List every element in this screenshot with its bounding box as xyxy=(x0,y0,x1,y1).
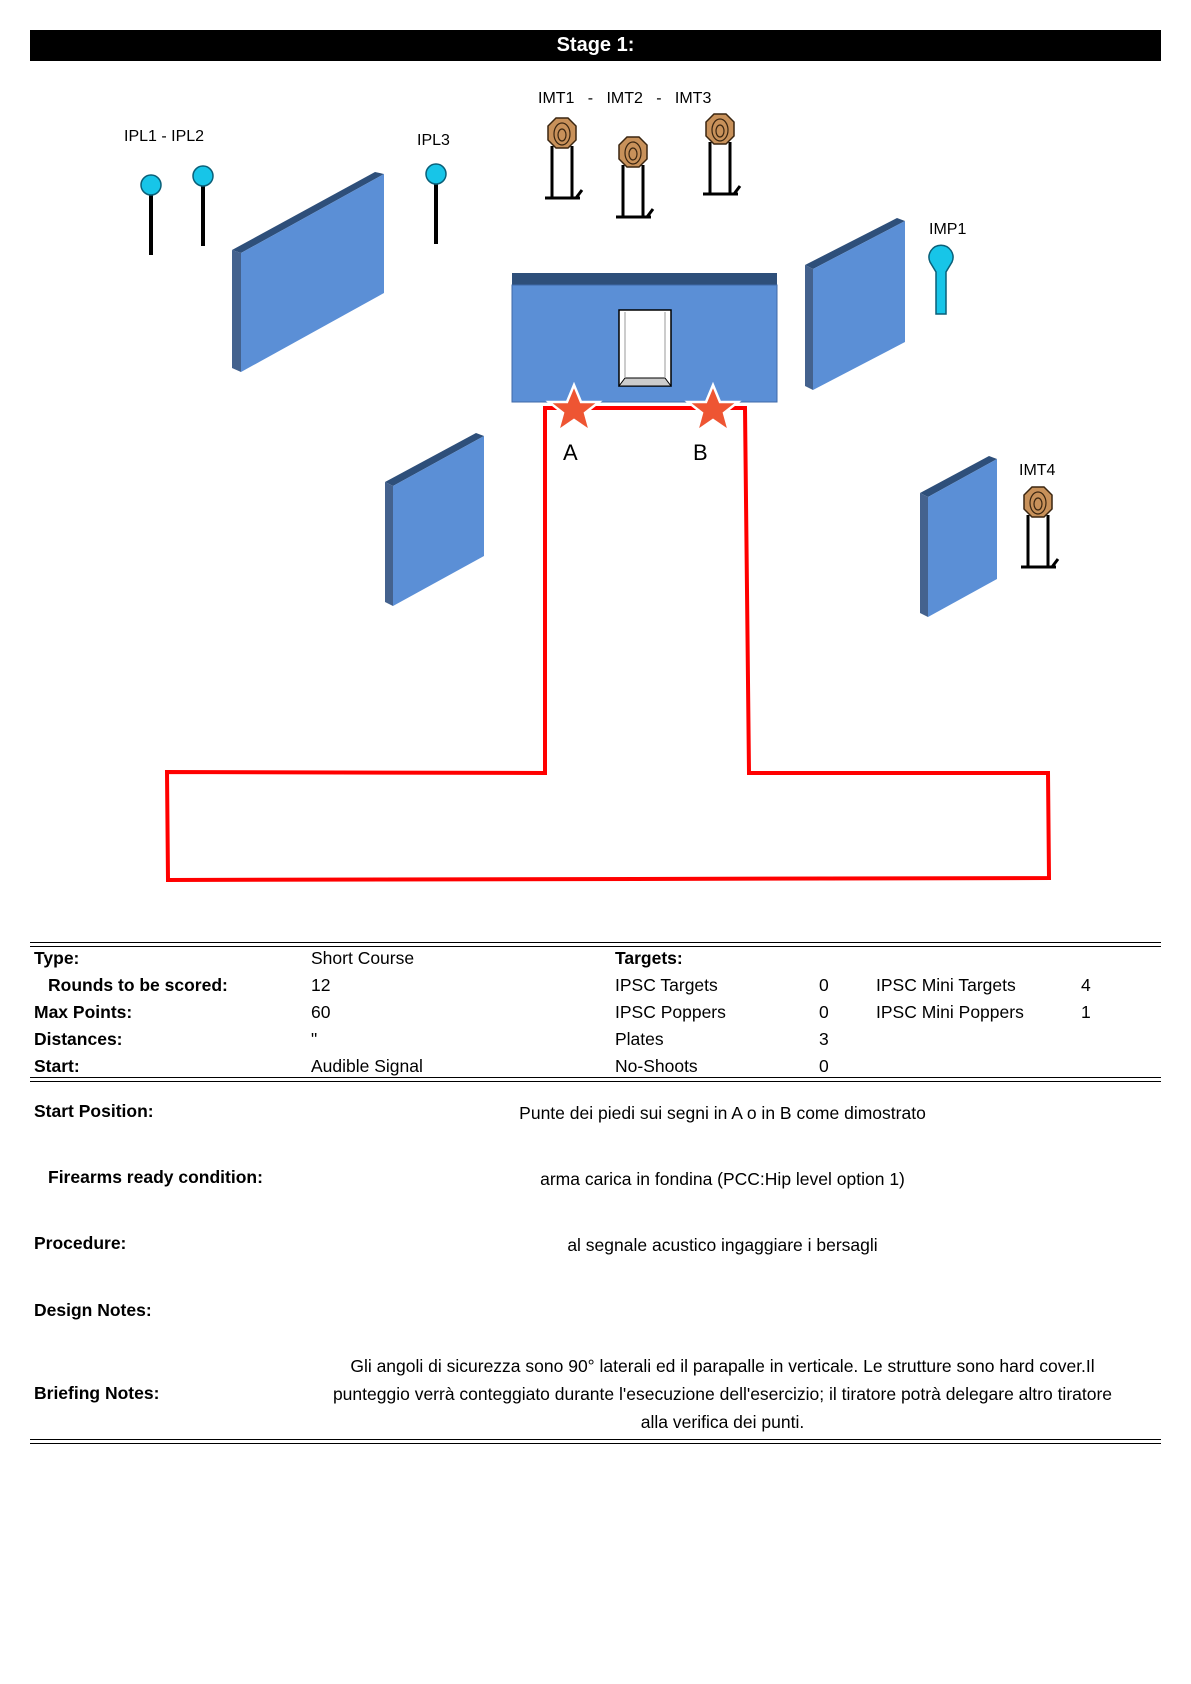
mini-target-imt1 xyxy=(545,118,582,198)
briefing-notes-value: Gli angoli di sicurezza sono 90° laterali ed il parapalle in verticale. Le strutture sono hard cover.Il punteggio verrà conteggiato durante l'esecuzione dell'esercizio; il tiratore potrà delegare altro tiratore alla verifica dei punti. xyxy=(332,1356,1113,1432)
distances-label: Distances: xyxy=(34,1029,123,1049)
rule-bottom-1 xyxy=(30,1439,1161,1440)
wall-left-top xyxy=(232,172,384,372)
target-count: 0 xyxy=(819,975,829,995)
target-count: 0 xyxy=(819,1002,829,1022)
wall-right-bottom xyxy=(920,456,997,617)
type-value: Short Course xyxy=(311,948,415,968)
design-notes-label: Design Notes: xyxy=(34,1300,152,1320)
label-ipl1-ipl2: IPL1 - IPL2 xyxy=(124,128,205,145)
mini-popper-imp1 xyxy=(929,245,953,314)
target-count: 3 xyxy=(819,1029,829,1049)
procedure-label: Procedure: xyxy=(34,1233,127,1253)
rule-top-2 xyxy=(30,946,1161,947)
max-points-value: 60 xyxy=(311,1002,331,1022)
plate-ipl2 xyxy=(193,166,213,246)
rule-bottom-2 xyxy=(30,1443,1161,1444)
ready-condition-value: arma carica in fondina (PCC:Hip level option 1) xyxy=(540,1169,905,1189)
label-imt1-imt3: IMT1 - IMT2 - IMT3 xyxy=(538,90,712,107)
mini-target-count: 4 xyxy=(1081,975,1091,995)
label-imp1: IMP1 xyxy=(929,221,967,238)
rounds-value: 12 xyxy=(311,975,331,995)
fault-line xyxy=(167,408,1049,880)
rounds-label: Rounds to be scored: xyxy=(48,975,228,995)
label-position-b: B xyxy=(693,440,708,465)
mini-popper-count: 1 xyxy=(1081,1002,1091,1022)
targets-label: Targets: xyxy=(615,948,683,968)
target-name: IPSC Poppers xyxy=(615,1002,726,1022)
mini-target-name: IPSC Mini Targets xyxy=(876,975,1016,995)
target-name: No-Shoots xyxy=(615,1056,698,1076)
rule-top-1 xyxy=(30,942,1161,943)
start-position-value: Punte dei piedi sui segni in A o in B come dimostrato xyxy=(519,1103,926,1123)
briefing-notes-label: Briefing Notes: xyxy=(34,1383,160,1403)
rule-mid-2 xyxy=(30,1081,1161,1082)
label-position-a: A xyxy=(563,440,578,465)
mini-target-imt3 xyxy=(703,114,740,194)
max-points-label: Max Points: xyxy=(34,1002,133,1022)
stage-title: Stage 1: xyxy=(30,30,1161,61)
plate-ipl3 xyxy=(426,164,446,244)
target-name: IPSC Targets xyxy=(615,975,718,995)
mini-popper-name: IPSC Mini Poppers xyxy=(876,1002,1024,1022)
rule-mid-1 xyxy=(30,1077,1161,1078)
center-structure xyxy=(512,273,777,402)
procedure-value: al segnale acustico ingaggiare i bersagli xyxy=(567,1235,878,1255)
start-label: Start: xyxy=(34,1056,80,1076)
target-count: 0 xyxy=(819,1056,829,1076)
label-imt4: IMT4 xyxy=(1019,462,1056,479)
start-value: Audible Signal xyxy=(311,1056,423,1076)
stage-diagram xyxy=(0,70,1191,890)
mini-target-imt2 xyxy=(616,137,653,217)
distances-value: " xyxy=(311,1029,318,1049)
ready-condition-label: Firearms ready condition: xyxy=(48,1167,263,1187)
label-ipl3: IPL3 xyxy=(417,132,450,149)
start-position-label: Start Position: xyxy=(34,1101,154,1121)
mini-target-imt4 xyxy=(1021,487,1058,567)
wall-right-top xyxy=(805,218,905,390)
plate-ipl1 xyxy=(141,175,161,255)
type-label: Type: xyxy=(34,948,80,968)
target-name: Plates xyxy=(615,1029,664,1049)
wall-left-bottom xyxy=(385,433,484,606)
